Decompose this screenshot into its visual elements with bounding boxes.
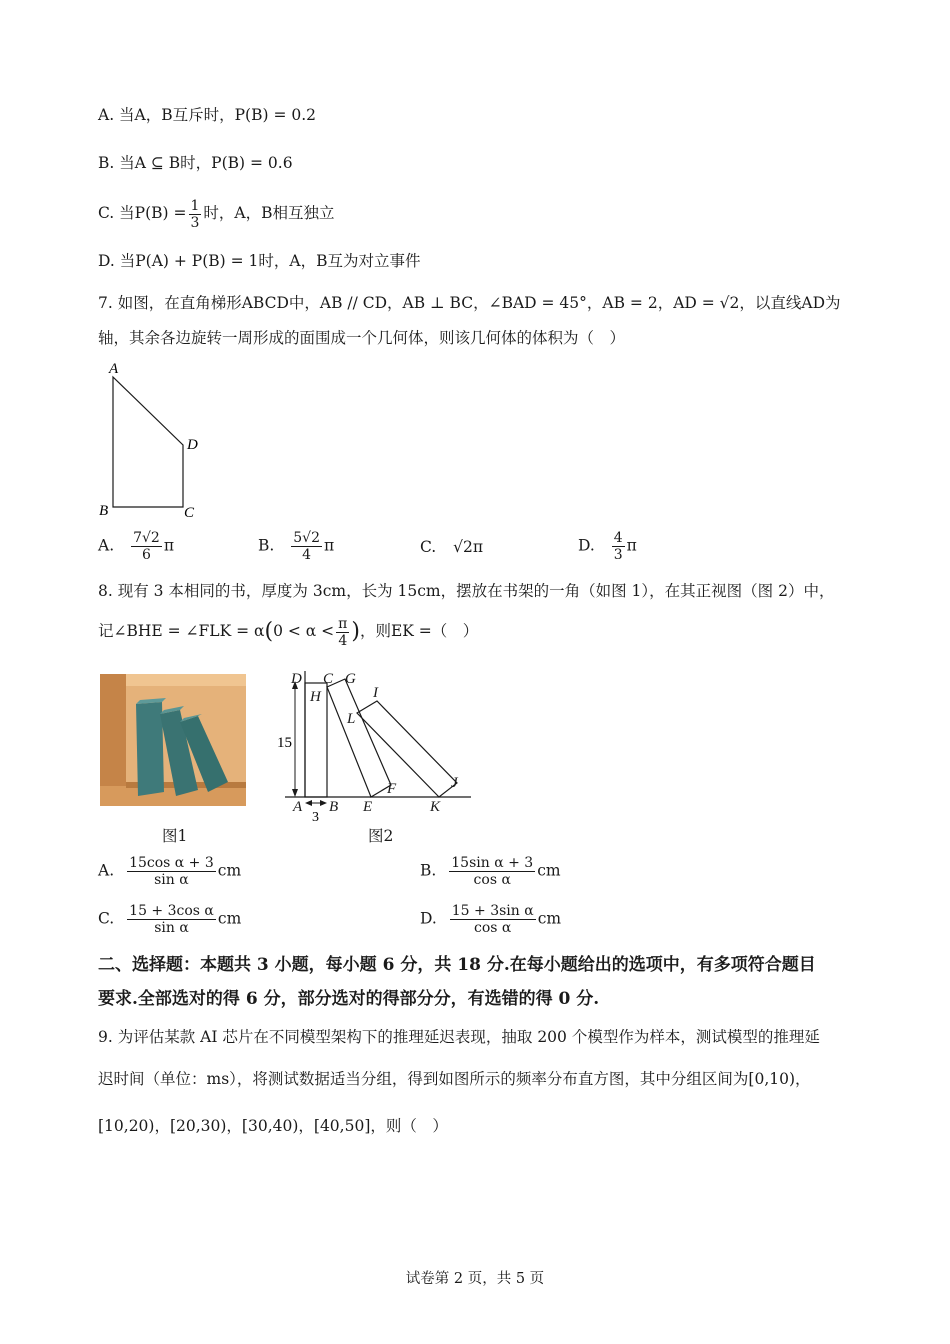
fraction-denominator: 6 xyxy=(141,547,151,563)
option-unit: cm xyxy=(537,909,562,928)
fraction-numerator: 7√2 xyxy=(133,530,160,546)
q8-stem-line1: 8. 现有 3 本相同的书，厚度为 3cm，长为 15cm，摆放在书架的一角（如图 1），在其正视图（图 2）中， xyxy=(98,582,835,600)
option-fraction xyxy=(131,530,162,563)
fraction-numerator: π xyxy=(338,615,348,632)
q8-option-c xyxy=(98,903,241,936)
fraction-denominator: cos α xyxy=(473,872,511,888)
point-label-d: D xyxy=(291,671,302,687)
q9-stem-line1: 9. 为评估某款 AI 芯片在不同模型架构下的推理延迟表现，抽取 200 个模型作为样本，测试模型的推理延 xyxy=(98,1028,820,1046)
q8-option-a xyxy=(98,855,241,888)
option-text: √2π xyxy=(453,538,484,556)
right-paren: ) xyxy=(351,619,360,644)
length-label-15: 15 xyxy=(277,735,292,751)
option-letter: D. xyxy=(578,536,595,555)
q7-option-a xyxy=(98,530,174,563)
point-label-g: G xyxy=(345,671,356,687)
q7-stem-line2: 轴，其余各边旋转一周形成的面围成一个几何体，则该几何体的体积为（ ） xyxy=(98,329,626,347)
q6-option-c-post: 时，A，B相互独立 xyxy=(203,204,335,222)
fraction-denominator: cos α xyxy=(474,920,512,936)
option-letter: C. xyxy=(420,538,437,556)
q6-option-c xyxy=(98,196,335,231)
vertex-label-c: C xyxy=(184,505,195,521)
left-paren: ( xyxy=(264,619,274,644)
q8-option-b xyxy=(420,855,561,888)
q8-figure1-books-illustration xyxy=(100,674,246,806)
q7-option-c xyxy=(420,538,483,556)
option-fraction xyxy=(449,855,535,888)
q9-stem-line3: [10,20)，[20,30)，[30,40)，[40,50]，则（ ） xyxy=(98,1117,448,1135)
point-label-a: A xyxy=(293,799,303,815)
q7-trapezoid-figure xyxy=(95,355,225,525)
q6-option-c-fraction xyxy=(189,198,202,231)
q6-option-a: A. 当A，B互斥时，P(B) = 0.2 xyxy=(98,106,317,124)
q8-figure2-caption: 图2 xyxy=(368,827,394,845)
q6-option-b: B. 当A ⊆ B时，P(B) = 0.6 xyxy=(98,154,293,172)
fraction-numerator: 15sin α + 3 xyxy=(451,855,534,871)
point-label-e: E xyxy=(363,799,373,815)
option-fraction xyxy=(291,530,322,563)
q8-option-d xyxy=(420,903,561,936)
q8-condition-pre: 记∠BHE = ∠FLK = α xyxy=(98,622,265,640)
fraction-numerator: 4 xyxy=(613,530,623,546)
length-label-3: 3 xyxy=(312,810,319,825)
fraction-denominator: 3 xyxy=(613,547,623,563)
fraction-numerator: 15 + 3sin α xyxy=(451,903,534,919)
point-label-i: I xyxy=(373,685,378,701)
option-letter: B. xyxy=(420,861,437,880)
option-fraction xyxy=(127,855,216,888)
q8-stem-line2 xyxy=(98,612,478,651)
fraction-numerator: 5√2 xyxy=(293,530,321,546)
q7-stem-line1: 7. 如图，在直角梯形ABCD中，AB // CD，AB ⊥ BC，∠BAD = 45°，AB = 2，AD = √2，以直线AD为 xyxy=(98,294,841,312)
q8-condition-post: ，则EK =（ ） xyxy=(359,622,479,640)
q8-figure1-caption: 图1 xyxy=(162,827,188,845)
point-label-j: J xyxy=(451,775,458,791)
q8-condition-fraction xyxy=(336,616,349,649)
point-label-f: F xyxy=(387,781,397,797)
option-unit: cm xyxy=(537,861,561,880)
vertex-label-a: A xyxy=(109,361,119,377)
section2-heading-line2: 要求.全部选对的得 6 分，部分选对的得部分分，有选错的得 0 分. xyxy=(98,989,600,1009)
point-label-b: B xyxy=(329,799,339,815)
option-letter: A. xyxy=(98,536,115,555)
point-label-c: C xyxy=(323,671,334,687)
q7-option-b xyxy=(258,530,334,563)
option-fraction xyxy=(450,903,536,936)
q8-condition-range: 0 < α < xyxy=(273,622,335,640)
option-suffix: π xyxy=(163,536,174,555)
fraction-numerator: 15 + 3cos α xyxy=(129,903,214,919)
option-letter: C. xyxy=(98,909,115,928)
fraction-denominator: sin α xyxy=(154,872,189,888)
option-suffix: π xyxy=(626,536,637,555)
q9-stem-line2: 迟时间（单位：ms），将测试数据适当分组，得到如图所示的频率分布直方图，其中分组区间为[0,10)， xyxy=(98,1070,811,1088)
option-letter: A. xyxy=(98,861,115,880)
page-footer: 试卷第 2 页，共 5 页 xyxy=(405,1271,545,1287)
option-unit: cm xyxy=(217,861,242,880)
point-label-k: K xyxy=(430,799,441,815)
fraction-denominator: sin α xyxy=(154,920,189,936)
option-fraction xyxy=(127,903,216,936)
option-suffix: π xyxy=(324,536,335,555)
vertex-label-d: D xyxy=(187,437,198,453)
option-letter: B. xyxy=(258,536,275,555)
section2-heading-line1: 二、选择题：本题共 3 小题，每小题 6 分，共 18 分.在每小题给出的选项中，有多项符合题目 xyxy=(98,955,816,975)
q6-option-c-pre: C. 当P(B) = xyxy=(98,204,187,222)
fraction-denominator: 3 xyxy=(190,214,200,231)
point-label-h: H xyxy=(310,689,321,705)
fraction-numerator: 15cos α + 3 xyxy=(129,855,214,871)
q6-option-d: D. 当P(A) + P(B) = 1时，A，B互为对立事件 xyxy=(98,252,421,270)
fraction-numerator: 1 xyxy=(190,197,200,214)
option-fraction xyxy=(612,530,625,563)
q7-option-d xyxy=(578,530,637,563)
q8-figure2-side-view xyxy=(275,665,475,825)
fraction-denominator: 4 xyxy=(338,632,348,649)
option-unit: cm xyxy=(217,909,242,928)
point-label-l: L xyxy=(347,711,356,727)
trapezoid-outline xyxy=(113,377,183,507)
vertex-label-b: B xyxy=(99,503,109,519)
option-letter: D. xyxy=(420,909,437,928)
fraction-denominator: 4 xyxy=(302,547,312,563)
